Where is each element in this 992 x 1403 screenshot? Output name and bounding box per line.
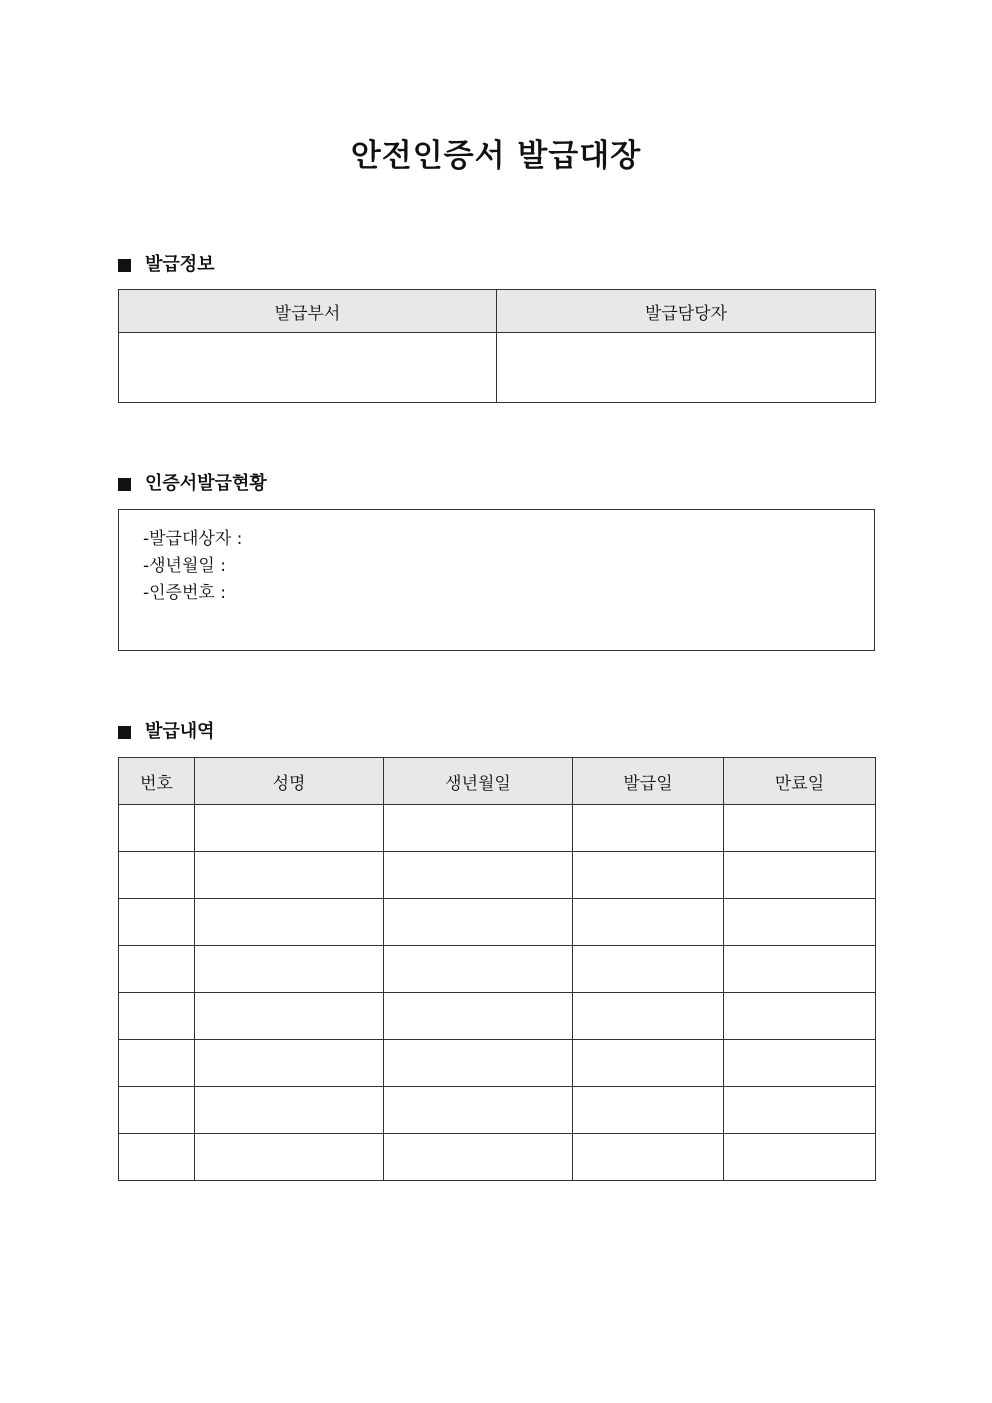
column-header-expiry-date: 만료일 (724, 758, 876, 805)
expiry-date-cell[interactable] (724, 805, 876, 852)
birthdate-cell[interactable] (384, 1040, 573, 1087)
table-row (119, 946, 876, 993)
number-cell[interactable] (119, 1087, 195, 1134)
number-cell[interactable] (119, 946, 195, 993)
issue-date-cell[interactable] (573, 946, 724, 993)
birthdate-cell[interactable] (384, 899, 573, 946)
issue-date-cell[interactable] (573, 1134, 724, 1181)
column-header-department: 발급부서 (119, 290, 497, 333)
table-row (119, 993, 876, 1040)
expiry-date-cell[interactable] (724, 899, 876, 946)
section-heading-label: 인증서발급현황 (145, 473, 267, 494)
department-cell[interactable] (119, 333, 497, 403)
number-cell[interactable] (119, 1040, 195, 1087)
table-row (119, 899, 876, 946)
expiry-date-cell[interactable] (724, 946, 876, 993)
birthdate-line: -생년월일 : (143, 556, 226, 576)
table-header-row (119, 290, 876, 333)
expiry-date-cell[interactable] (724, 1134, 876, 1181)
birthdate-cell[interactable] (384, 852, 573, 899)
issue-status-box (118, 509, 875, 651)
column-header-name: 성명 (195, 758, 384, 805)
birthdate-cell[interactable] (384, 805, 573, 852)
birthdate-cell[interactable] (384, 1087, 573, 1134)
name-cell[interactable] (195, 946, 384, 993)
section-heading-label: 발급내역 (145, 721, 215, 742)
page-title: 안전인증서 발급대장 (350, 138, 642, 174)
issue-date-cell[interactable] (573, 1040, 724, 1087)
name-cell[interactable] (195, 1134, 384, 1181)
issue-date-cell[interactable] (573, 805, 724, 852)
table-row (119, 805, 876, 852)
name-cell[interactable] (195, 1040, 384, 1087)
section-heading-issue-status (118, 471, 267, 497)
column-header-issue-date: 발급일 (573, 758, 724, 805)
number-cell[interactable] (119, 899, 195, 946)
expiry-date-cell[interactable] (724, 993, 876, 1040)
section-heading-label: 발급정보 (145, 254, 215, 275)
table-header-row (119, 758, 876, 805)
name-cell[interactable] (195, 1087, 384, 1134)
name-cell[interactable] (195, 852, 384, 899)
issue-date-cell[interactable] (573, 993, 724, 1040)
certificate-number-line: -인증번호 : (143, 583, 226, 603)
column-header-birthdate: 생년월일 (384, 758, 573, 805)
issue-info-table (118, 289, 876, 403)
issue-status-lines (143, 526, 242, 607)
expiry-date-cell[interactable] (724, 852, 876, 899)
name-cell[interactable] (195, 993, 384, 1040)
black-square-icon (118, 478, 131, 491)
name-cell[interactable] (195, 805, 384, 852)
number-cell[interactable] (119, 1134, 195, 1181)
manager-cell[interactable] (497, 333, 876, 403)
number-cell[interactable] (119, 993, 195, 1040)
name-cell[interactable] (195, 899, 384, 946)
issue-date-cell[interactable] (573, 1087, 724, 1134)
table-row (119, 1040, 876, 1087)
black-square-icon (118, 259, 131, 272)
issue-date-cell[interactable] (573, 899, 724, 946)
section-heading-issue-info (118, 252, 215, 278)
birthdate-cell[interactable] (384, 946, 573, 993)
issue-history-body (119, 805, 876, 1181)
number-cell[interactable] (119, 805, 195, 852)
column-header-manager: 발급담당자 (497, 290, 876, 333)
expiry-date-cell[interactable] (724, 1040, 876, 1087)
table-row (119, 852, 876, 899)
table-row (119, 333, 876, 403)
section-heading-issue-history (118, 719, 215, 745)
table-row (119, 1134, 876, 1181)
birthdate-cell[interactable] (384, 1134, 573, 1181)
expiry-date-cell[interactable] (724, 1087, 876, 1134)
issue-history-table (118, 757, 876, 1181)
black-square-icon (118, 726, 131, 739)
column-header-number: 번호 (119, 758, 195, 805)
issue-target-line: -발급대상자 : (143, 529, 243, 549)
issue-date-cell[interactable] (573, 852, 724, 899)
table-row (119, 1087, 876, 1134)
birthdate-cell[interactable] (384, 993, 573, 1040)
number-cell[interactable] (119, 852, 195, 899)
